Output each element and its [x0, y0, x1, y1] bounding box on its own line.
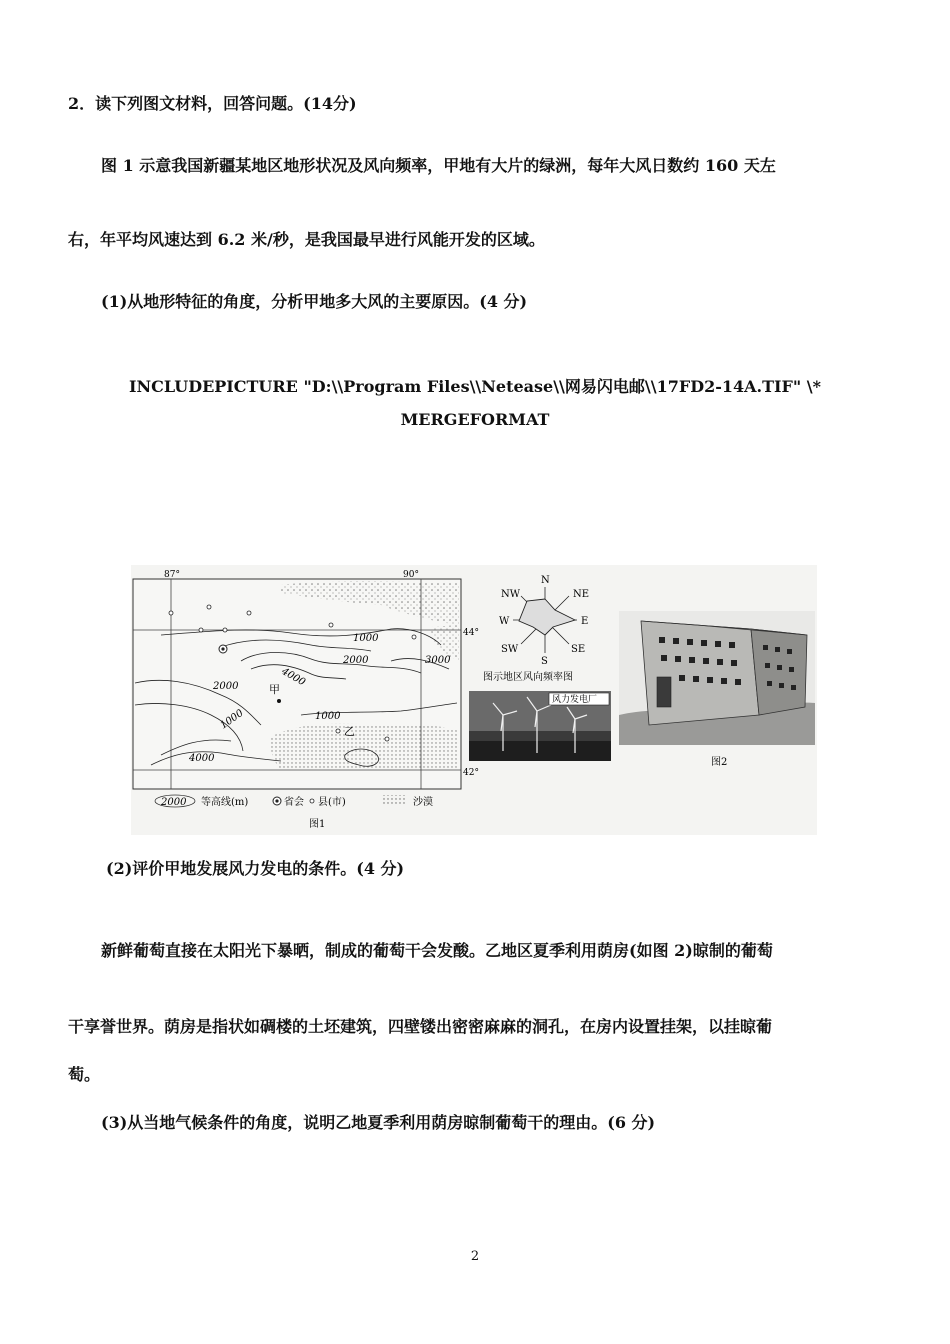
figure2-caption: 图2 [711, 757, 728, 768]
figure1-legend [155, 795, 433, 808]
legend-contour-label: 等高线(m) [201, 797, 249, 808]
contour-label: 1000 [218, 707, 246, 732]
contour-label: 4000 [189, 753, 215, 764]
wind-dir-nw: NW [501, 589, 521, 600]
drying-house-door [657, 677, 671, 707]
legend-capital-label: 省会 [284, 797, 304, 808]
figure-svg [131, 565, 817, 835]
wind-dir-e: E [581, 616, 589, 627]
page-number: 2 [470, 1249, 480, 1264]
question-1: (1)从地形特征的角度，分析甲地多大风的主要原因。(4 分) [101, 292, 528, 311]
desert-south [270, 724, 459, 771]
place-yi-label: 乙 [344, 725, 355, 738]
wind-farm-label: 风力发电厂 [552, 695, 598, 705]
contour-label: 2000 [213, 681, 239, 692]
question-3: (3)从当地气候条件的角度，说明乙地夏季利用荫房晾制葡萄干的理由。(6 分) [101, 1113, 656, 1132]
field-code-line-2: MERGEFORMAT [400, 410, 550, 429]
para2-line-2: 干享誉世界。荫房是指状如碉楼的土坯建筑，四壁镂出密密麻麻的洞孔，在房内设置挂架，以挂晾葡 [68, 1017, 773, 1036]
wind-frequency-polygon [519, 599, 575, 635]
wind-dir-n: N [541, 575, 550, 586]
contour-label: 1000 [315, 711, 341, 722]
field-code-line-1: INCLUDEPICTURE "D:\\Program Files\\Netease\\网易闪电邮\\17FD2-14A.TIF" \* [129, 377, 821, 396]
contour-label: 2000 [343, 655, 369, 666]
figure2-photo [619, 611, 815, 768]
figure1-map [133, 570, 479, 830]
drying-house [641, 621, 759, 725]
lat-top-label: 44° [463, 628, 479, 638]
intro-line-1: 图 1 示意我国新疆某地区地形状况及风向频率，甲地有大片的绿洲，每年大风日数约 160 天左 [101, 156, 776, 175]
para2-line-3: 萄。 [68, 1065, 101, 1084]
wind-rose-caption: 图示地区风向频率图 [483, 672, 573, 683]
point-jia [277, 699, 281, 703]
lon-left-label: 87° [164, 570, 180, 580]
figure-composite [131, 565, 817, 835]
figure1-caption: 图1 [309, 819, 326, 830]
legend-desert-label: 沙漠 [413, 797, 433, 808]
wind-dir-sw: SW [501, 644, 519, 655]
question-2: (2)评价甲地发展风力发电的条件。(4 分) [106, 859, 405, 878]
question-heading: 2．读下列图文材料，回答问题。(14分) [68, 94, 357, 113]
legend-contour-sample: 2000 [161, 797, 187, 808]
intro-line-2: 右，年平均风速达到 6.2 米/秒，是我国最早进行风能开发的区域。 [68, 230, 545, 249]
para2-line-1: 新鲜葡萄直接在太阳光下暴晒，制成的葡萄干会发酸。乙地区夏季利用荫房(如图 2)晾制的葡萄 [101, 941, 773, 960]
lon-right-label: 90° [403, 570, 419, 580]
wind-dir-w: W [499, 616, 510, 627]
wind-dir-se: SE [571, 644, 586, 655]
contour-label: 3000 [425, 655, 451, 666]
lat-bottom-label: 42° [463, 768, 479, 778]
place-jia-label: 甲 [269, 683, 280, 696]
wind-dir-s: S [541, 656, 548, 667]
wind-dir-ne: NE [573, 589, 590, 600]
contour-label: 1000 [353, 633, 379, 644]
legend-county-label: 县(市) [318, 797, 346, 808]
contour-label: 4000 [279, 666, 308, 689]
wind-farm-photo [469, 691, 611, 761]
wind-rose [483, 575, 589, 683]
